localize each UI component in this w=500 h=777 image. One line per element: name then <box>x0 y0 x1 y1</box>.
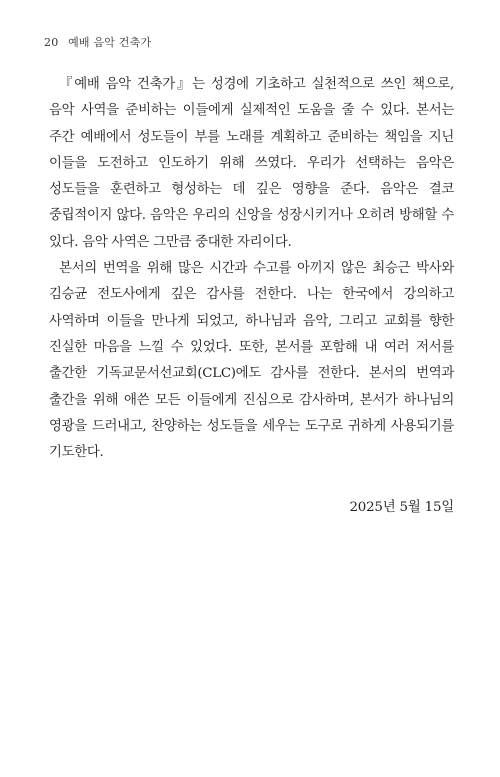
paragraph: 본서의 번역을 위해 많은 시간과 수고를 아끼지 않은 최승근 박사와 김승균 전도사에게 깊은 감사를 전한다. 나는 한국에서 강의하고 사역하며 이들을 만나게 되었고, 하나님과 음악, 그리고 교회를 향한 진실한 마음을 느낄 수 있었다. 또한, 본서를 포함해 내 여러 저서를 출간한 기독교문서선교회(CLC)에도 감사를 전한다. 본서의 번역과 출간을 위해 애쓴 모든 이들에게 진심으로 감사하며, 본서가 하나님의 영광을 드러내고, 찬양하는 성도들을 세우는 도구로 귀하게 사용되기를 기도한다. <box>49 261 454 461</box>
body-text <box>49 72 454 466</box>
page-number: 20 <box>44 36 59 49</box>
paragraph: 『예배 음악 건축가』는 성경에 기초하고 실천적으로 쓰인 책으로, 음악 사역을 준비하는 이들에게 실제적인 도움을 줄 수 있다. 본서는 주간 예배에서 성도들이 부를 노래를 계획하고 준비하는 책임을 지닌 이들을 도전하고 인도하기 위해 쓰였다. 우리가 선택하는 음악은 성도들을 훈련하고 형성하는 데 깊은 영향을 준다. 음악은 결코 중립적이지 않다. 음악은 우리의 신앙을 성장시키거나 오히려 방해할 수 있다. 음악 사역은 그만큼 중대한 자리이다. <box>49 77 454 250</box>
date-line: 2025년 5월 15일 <box>349 500 454 515</box>
running-title: 예배 음악 건축가 <box>68 36 152 49</box>
running-header <box>44 34 151 50</box>
